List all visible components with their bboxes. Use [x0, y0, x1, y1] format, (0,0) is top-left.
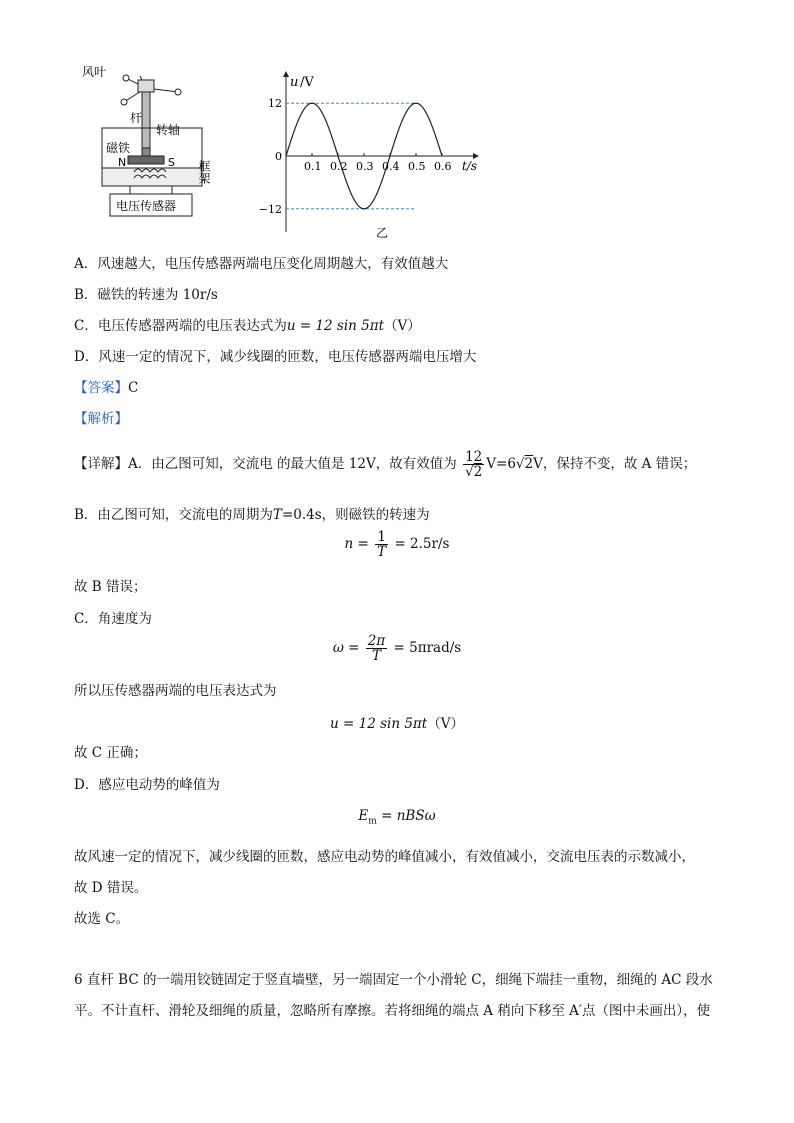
- detail-d-text2: 故风速一定的情况下，减少线圈的匝数，感应电动势的峰值减小，有效值减小，交流电压表的示数减小，: [74, 849, 695, 865]
- label-sensor: 电压传感器: [116, 199, 177, 213]
- formula-omega-rhs: = 5πrad/s: [393, 640, 462, 657]
- detail-b-T: T: [272, 507, 282, 523]
- data-point: [363, 208, 364, 209]
- label-n-pole: N: [118, 156, 127, 169]
- data-point: [298, 118, 299, 119]
- detail-a-frac-den: √2: [465, 464, 483, 481]
- data-point: [285, 155, 286, 156]
- detail-a-text3: V，保持不变，故 A 错误；: [533, 456, 697, 473]
- detail-c-text2: 所以压传感器两端的电压表达式为: [74, 683, 277, 699]
- formula-n-fraction: $\frac{1}{T}$: [377, 529, 387, 561]
- formula-em-lhs: E: [358, 808, 369, 824]
- figure-a-svg: [82, 62, 262, 242]
- y-tick-label: 12: [268, 97, 282, 111]
- detail-b-rest: =0.4s，则磁铁的转速为: [281, 507, 430, 523]
- final-answer: 故选 C。: [74, 911, 130, 927]
- data-point: [350, 193, 351, 194]
- figure-a-wind-generator: [82, 62, 262, 242]
- x-tick-label: 0.3: [356, 160, 374, 173]
- detail-b: [74, 505, 430, 525]
- answer-value: C: [128, 380, 139, 396]
- y-axis-label-var: u: [290, 75, 299, 90]
- x-tick-label: 0.6: [434, 160, 452, 173]
- answer-line: [74, 378, 138, 398]
- data-point: [376, 193, 377, 194]
- formula-u-unit: （V）: [427, 716, 464, 732]
- caption-yi: 乙: [376, 226, 389, 240]
- formula-u: [0, 712, 794, 732]
- formula-em-sub: m: [368, 816, 377, 827]
- answer-label: 【答案】: [74, 380, 128, 396]
- figure-b-svg: [258, 62, 500, 242]
- data-point: [402, 118, 403, 119]
- analysis-label: 【解析】: [74, 411, 128, 427]
- option-c-formula: u = 12 sin 5πt: [286, 318, 385, 334]
- option-a: A．风速越大，电压传感器两端电压变化周期越大，有效值越大: [74, 256, 449, 272]
- option-d: D．风速一定的情况下，减少线圈的匝数，电压传感器两端电压增大: [74, 349, 477, 365]
- label-frame: 框架: [197, 160, 211, 184]
- detail-a-fraction: [463, 450, 484, 479]
- option-c: [74, 316, 421, 336]
- formula-n-lhs: n =: [344, 536, 369, 553]
- detail-a: 【详解】A．由乙图可知，交流电 的最大值是 12V，故有效值为 $\frac{12}{√2}$ V=6√2V，保持不变，故 A 错误；: [74, 449, 697, 481]
- data-point: [415, 103, 416, 104]
- figure-b-voltage-graph: [258, 62, 500, 242]
- detail-a-frac-num: 12: [463, 450, 484, 465]
- label-s-pole: S: [168, 156, 175, 169]
- x-tick-label: 0.2: [330, 160, 348, 173]
- detail-b-text: B．由乙图可知，交流电的周期为: [74, 507, 273, 523]
- formula-omega-fraction: $\frac{2\pi}{T}$: [367, 633, 386, 665]
- data-point: [324, 118, 325, 119]
- formula-n-rhs: = 2.5r/s: [394, 536, 450, 553]
- detail-d-text3: 故 D 错误。: [74, 880, 148, 896]
- detail-d: D．感应电动势的峰值为: [74, 777, 220, 793]
- detail-c: C．角速度为: [74, 611, 152, 627]
- x-tick-label: 0.4: [382, 160, 400, 173]
- label-rod: 杆: [130, 111, 143, 125]
- data-point: [428, 118, 429, 119]
- detail-a-sqrt: 2: [524, 456, 534, 473]
- y-tick-label: 0: [275, 150, 282, 163]
- formula-omega-lhs: ω =: [332, 640, 360, 657]
- option-c-text: C．电压传感器两端的电压表达式为: [74, 318, 287, 334]
- x-tick-label: 0.5: [408, 160, 426, 173]
- q6-line2: 平。不计直杆、滑轮及细绳的质量，忽略所有摩擦。若将细绳的端点 A 稍向下移至 A′点（图中未画出），使: [74, 1003, 711, 1019]
- y-tick-label: −12: [258, 202, 282, 216]
- detail-a-text2: V=6: [486, 456, 516, 473]
- label-blade: 风叶: [82, 65, 107, 79]
- option-c-unit: （V）: [384, 318, 421, 334]
- formula-omega: [0, 634, 794, 663]
- y-axis-label-unit: /V: [300, 75, 314, 90]
- detail-label: 【详解】: [74, 456, 128, 473]
- formula-em: [0, 808, 794, 827]
- detail-c-conclusion: 故 C 正确；: [74, 745, 147, 761]
- label-shaft: 转轴: [156, 123, 181, 137]
- x-axis-label: t/s: [462, 159, 478, 173]
- label-magnet: 磁铁: [106, 141, 131, 155]
- data-point: [311, 103, 312, 104]
- formula-em-rhs: = nBSω: [376, 808, 436, 824]
- formula-u-expr: u = 12 sin 5πt: [330, 716, 428, 732]
- q6-line1: 6 直杆 BC 的一端用铰链固定于竖直墙壁，另一端固定一个小滑轮 C，细绳下端挂一重物，细绳的 AC 段水: [74, 972, 713, 988]
- detail-a-text1: A．由乙图可知，交流电 的最大值是 12V，故有效值为: [128, 456, 457, 473]
- formula-n: [0, 530, 794, 559]
- x-tick-label: 0.1: [304, 160, 322, 173]
- detail-b-conclusion: 故 B 错误；: [74, 579, 147, 595]
- option-b: B．磁铁的转速为 10r/s: [74, 287, 218, 303]
